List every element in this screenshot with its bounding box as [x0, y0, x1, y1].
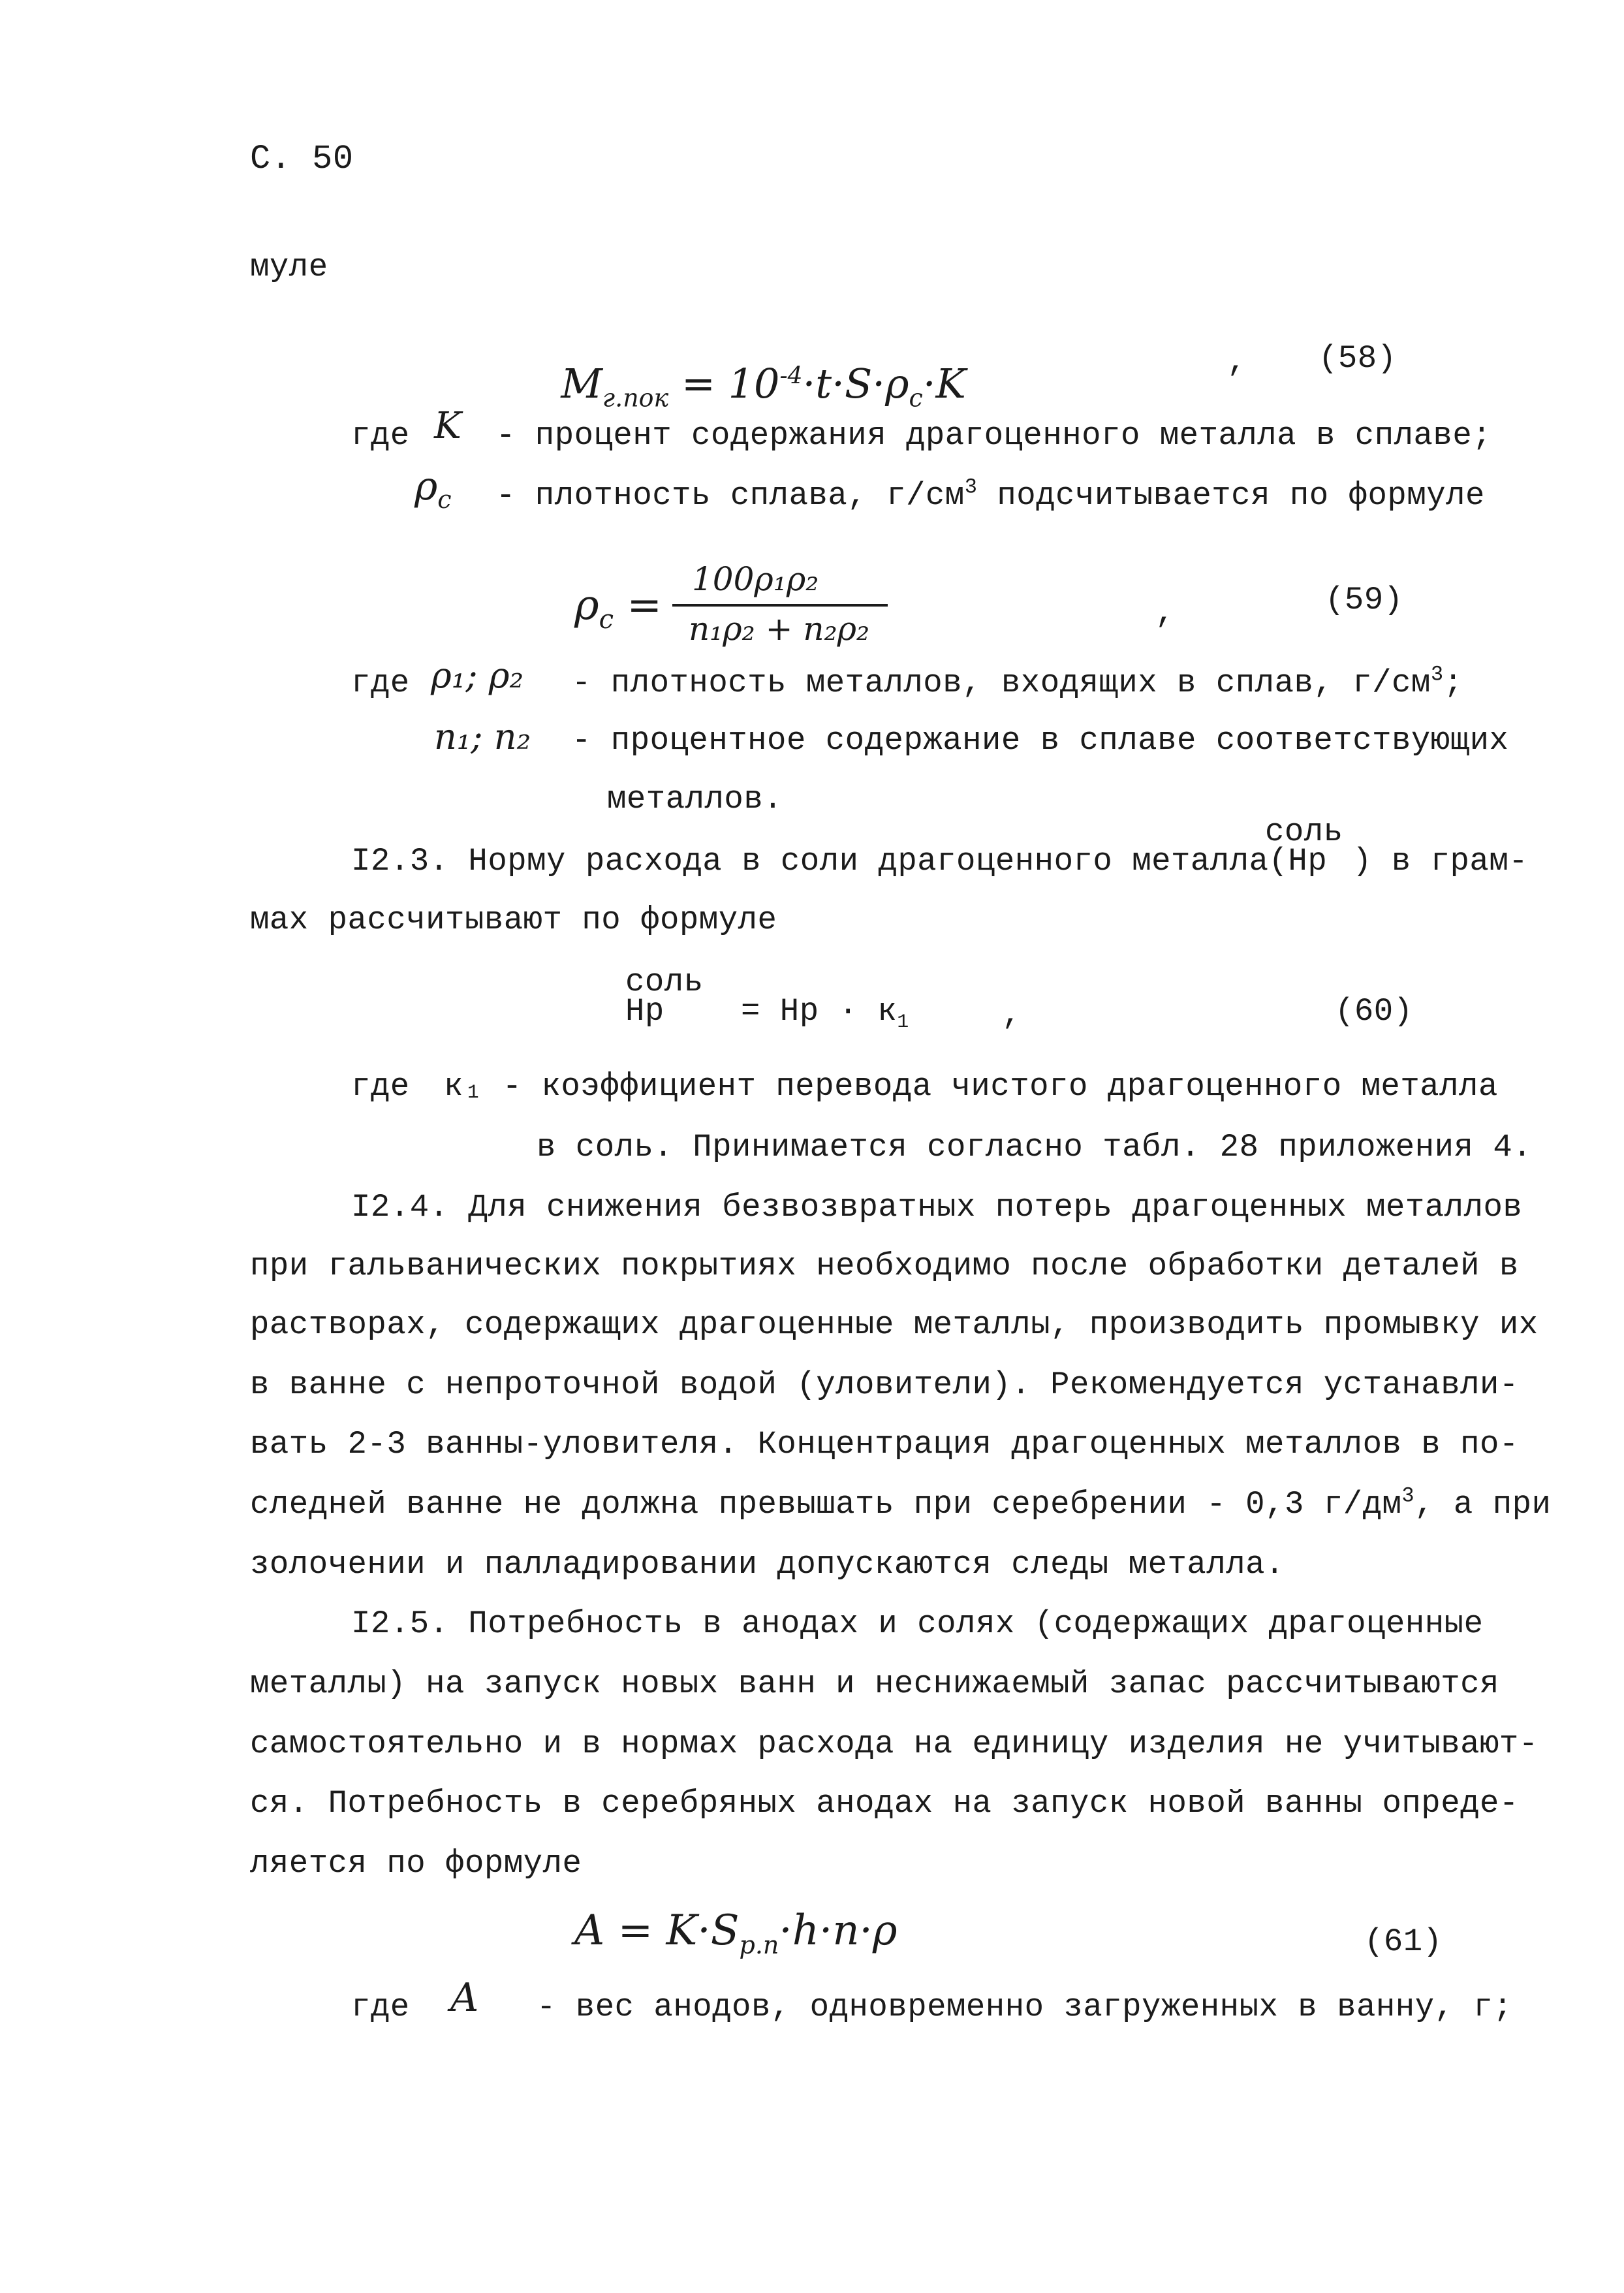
where-61-symbol: A	[450, 1975, 479, 2021]
formula-60-rhs-sub: 1	[897, 1011, 909, 1034]
section-12-4-line-1: I2.4. Для снижения безвозвратных потерь драгоценных металлов	[351, 1189, 1523, 1226]
page-number: С. 50	[250, 140, 354, 178]
where-58-text-rho-tail: подсчитывается по формуле	[977, 477, 1485, 514]
section-12-4-line-6b: , а при	[1414, 1486, 1552, 1523]
where-58-rho-sub: c	[437, 485, 452, 514]
where-60-text: к₁ - коэффициент перевода чистого драгоценного металла	[444, 1068, 1498, 1105]
section-12-4-line-2: при гальванических покрытиях необходимо после обработки деталей в	[250, 1248, 1519, 1284]
section-12-4-line-3: растворах, содержащих драгоценные металлы, производить промывку их	[250, 1306, 1538, 1343]
formula-61-rhs-sub: р.п	[739, 1930, 779, 1959]
formula-61-rhs-a: = K·S	[604, 1906, 740, 1955]
formula-58	[535, 323, 966, 413]
where-59-text-rho-sup: 3	[1430, 662, 1444, 687]
section-12-5-line-1: I2.5. Потребность в анодах и солях (содержащих драгоценные	[351, 1605, 1484, 1642]
where-58-text-rho-sup: 3	[964, 475, 978, 499]
where-59-lead: где	[351, 665, 410, 701]
formula-58-rhs-c: ·K	[922, 360, 966, 407]
section-12-4-line-6a: следней ванне не должна превышать при серебрении - 0,3 г/дм	[250, 1486, 1402, 1523]
section-12-5-line-2: металлы) на запуск новых ванн и неснижаемый запас рассчитываются	[250, 1666, 1499, 1702]
formula-60-rhs	[741, 993, 909, 1034]
formula-60-comma: ,	[1002, 996, 1022, 1033]
section-12-5-line-4: ся. Потребность в серебряных анодах на запуск новой ванны опреде-	[250, 1785, 1519, 1822]
formula-59-rho-sub: c	[599, 604, 614, 635]
section-12-4-line-4: в ванне с непроточной водой (уловители). Рекомендуется устанавли-	[250, 1367, 1519, 1403]
section-12-4-line-7: золочении и палладировании допускаются следы металла.	[250, 1546, 1285, 1583]
section-12-3-line-1b: ) в грам-	[1352, 843, 1529, 879]
section-12-5-line-5: ляется по формуле	[250, 1845, 582, 1882]
where-61-text: - вес анодов, одновременно загруженных в ванну, г;	[537, 1989, 1513, 2025]
formula-58-rhs-sub: c	[909, 383, 923, 413]
formula-59-eq: =	[614, 581, 662, 629]
where-61-lead: где	[351, 1989, 410, 2025]
formula-58-lhs: M	[561, 360, 602, 407]
where-58-symbol-rho	[414, 464, 452, 514]
formula-60-rhs-main: = Нр · к	[741, 993, 898, 1030]
section-12-4-line-6-sup: 3	[1401, 1483, 1415, 1508]
formula-58-exp: -4	[779, 362, 803, 390]
section-12-3-line-1a: I2.3. Норму расхода в соли драгоценного металла(Нр	[351, 843, 1328, 879]
formula-59-rho: ρ	[574, 581, 599, 629]
where-59-text-rho	[572, 662, 1463, 701]
formula-59-numerator: 100ρ₁ρ₂	[692, 560, 819, 598]
formula-58-rhs-b: ·t·S·ρ	[802, 360, 909, 407]
where-58-text-rho-a: - плотность сплава, г/см	[496, 477, 965, 514]
formula-58-lhs-sub: г.пок	[602, 383, 669, 413]
paragraph-tail-word: муле	[250, 249, 328, 285]
formula-60-number: (60)	[1335, 993, 1413, 1030]
where-58-rho: ρ	[414, 464, 438, 509]
section-12-3-line-2: мах рассчитывают по формуле	[250, 902, 777, 938]
section-12-4-line-6	[250, 1483, 1552, 1523]
formula-59-lhs	[574, 581, 662, 635]
where-60-text-cont: в соль. Принимается согласно табл. 28 приложения 4.	[537, 1129, 1533, 1165]
formula-61-number: (61)	[1364, 1923, 1443, 1960]
where-59-text-n-cont: металлов.	[607, 781, 783, 817]
where-59-text-rho-a: - плотность металлов, входящих в сплав, г/см	[572, 665, 1431, 701]
formula-58-comma: ,	[1227, 343, 1247, 380]
formula-59-denominator: n₁ρ₂ + n₂ρ₂	[689, 610, 870, 648]
where-58-lead: где	[351, 417, 410, 454]
formula-60-sup-label: соль	[625, 964, 704, 1000]
where-58-text-rho	[496, 475, 1485, 514]
where-58-symbol-k: K	[434, 405, 461, 447]
formula-59-fraction-bar	[672, 604, 888, 607]
where-59-text-n: - процентное содержание в сплаве соответствующих	[572, 722, 1509, 759]
formula-61	[574, 1906, 898, 1959]
formula-58-rhs-a: = 10	[668, 360, 780, 407]
where-59-symbol-n: n₁; n₂	[434, 716, 531, 757]
formula-61-rhs-b: ·h·n·ρ	[779, 1906, 898, 1955]
formula-61-lhs: A	[574, 1906, 605, 1955]
formula-58-number: (58)	[1319, 340, 1397, 377]
formula-60-lhs: Нр	[625, 993, 664, 1030]
formula-59-number: (59)	[1325, 582, 1403, 618]
section-12-5-line-3: самостоятельно и в нормах расхода на единицу изделия не учитывают-	[250, 1726, 1538, 1762]
section-12-4-line-5: вать 2-3 ванны-уловителя. Концентрация драгоценных металлов в по-	[250, 1426, 1519, 1463]
formula-59-comma: ,	[1155, 595, 1175, 631]
section-12-3-sup-label: соль	[1265, 814, 1343, 850]
where-58-text-k: - процент содержания драгоценного металла в сплаве;	[496, 417, 1492, 454]
where-60-lead: где	[351, 1068, 410, 1105]
where-59-symbol-rho: ρ₁; ρ₂	[431, 655, 524, 696]
where-59-text-rho-tail: ;	[1443, 665, 1463, 701]
